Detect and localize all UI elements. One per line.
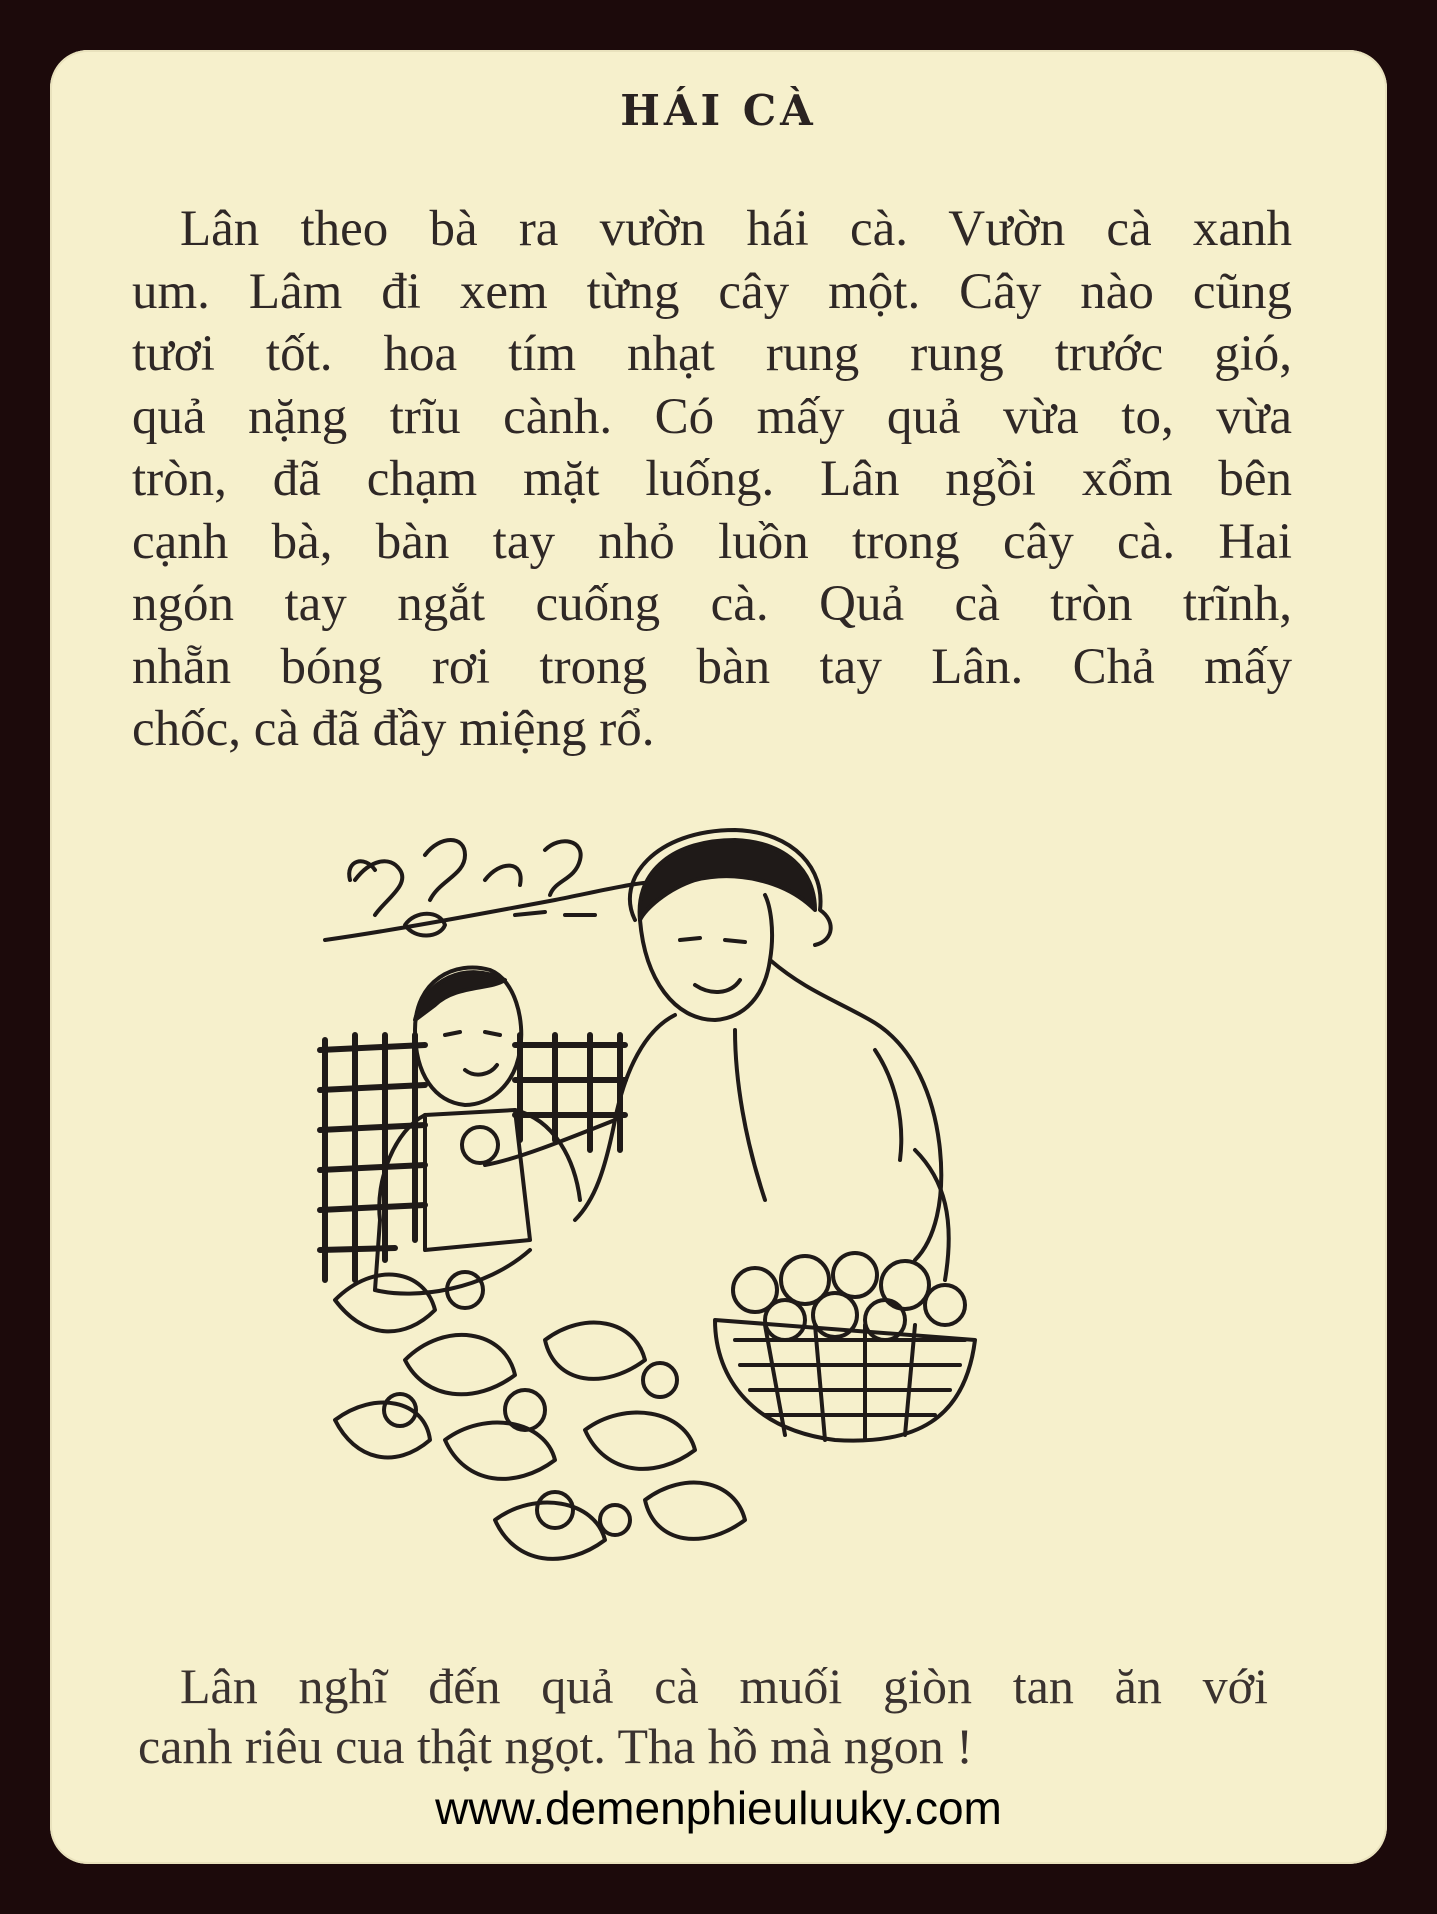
paragraph-line: ngón tay ngắt cuống cà. Quả cà tròn trĩnh, (132, 576, 1292, 632)
book-page (50, 50, 1387, 1864)
lattice-fence-right (515, 1035, 625, 1150)
basket (715, 1253, 975, 1441)
paragraph-line: um. Lâm đi xem từng cây một. Cây nào cũng (132, 263, 1292, 320)
illustration-grandmother-and-child-picking-eggplants (315, 820, 1095, 1580)
caption-paragraph (138, 1656, 1268, 1776)
story-paragraph (132, 198, 1292, 761)
paragraph-line: nhẵn bóng rơi trong bàn tay Lân. Chả mấy (132, 638, 1292, 695)
eggplant-plants (335, 1272, 745, 1559)
paragraph-line: tròn, đã chạm mặt luống. Lân ngồi xổm bên (132, 451, 1292, 507)
page-title: HÁI CÀ (620, 86, 817, 135)
child-figure (375, 968, 580, 1294)
flower-branch (325, 840, 665, 940)
website-watermark: www.demenphieuluuky.com (435, 1782, 1002, 1834)
caption-line: canh riêu cua thật ngọt. Tha hồ mà ngon ! (138, 1718, 973, 1774)
caption-line: Lân nghĩ đến quả cà muối giòn tan ăn với (180, 1658, 1268, 1714)
lattice-fence-left (320, 1035, 425, 1280)
paragraph-line: Lân theo bà ra vườn hái cà. Vườn cà xanh (180, 201, 1292, 257)
paragraph-line: chốc, cà đã đầy miệng rổ. (132, 701, 655, 757)
paragraph-line: quả nặng trĩu cành. Có mấy quả vừa to, vừa (132, 388, 1292, 445)
paragraph-line: tươi tốt. hoa tím nhạt rung rung trước gió, (132, 326, 1292, 382)
paragraph-line: cạnh bà, bàn tay nhỏ luồn trong cây cà. Hai (132, 513, 1292, 570)
